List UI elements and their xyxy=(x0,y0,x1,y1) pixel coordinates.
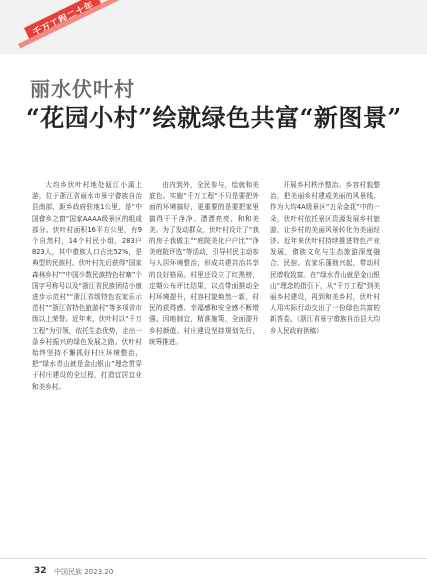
body-column-3 xyxy=(270,180,380,552)
body-column-1-text: 大均乡伏叶村地处瓯江小溪上游，位于浙江省丽水市景宁畲族自治县南部，距乡政府驻地1公里，是“中国畲乡之窗”国家AAAA级景区的组成部分。伏叶村面积16平方公里，有9个自然村，14个村民小组，283户823人，其中畲族人口占比52%，是典型的民族村。伏叶村先后获得“国家森林乡村”“中国少数民族特色村寨”个国字号称号以及“浙江省民族团结小康进步示范村”“浙江省级特色农家乐示范村”“浙江省特色旅游村”等多项省市级以上荣誉。近年来，伏叶村以“千万工程”为引领，依托生态优势，走出一条乡村振兴的绿色发展之路。伏叶村始终坚持不懈抓好村庄环境整治，把“绿水青山就是金山银山”理念贯穿于村庄建设的全过程，打造宜居宜业和美乡村。 xyxy=(32,181,142,391)
body-column-2-text: 由内到外，全民参与，绘就和美底色。实施“千万工程”不只是要把外面的环境搞好，更重要的是要把家里搞得干干净净、漂漂亮亮、和和美美。为了发动群众，伏叶村设计了“我的房子我做主”“庭院美化户户比”“净美庭院评选”等活动，引导村民主动参与人居环境整治，形成共建共治共享的良好格局。村里还设立了红黑榜，定期公布评比结果，以点带面推动全村环境提升，村容村貌焕然一新，村民的获得感、幸福感和安全感不断增强。因地制宜，精准施策，全面提升乡村颜值。村庄建设坚持规划先行，统筹推进。 xyxy=(149,181,259,346)
section-banner-label: 千万工程二十年 xyxy=(31,0,96,39)
body-column-2 xyxy=(149,180,259,552)
page-number: 32 xyxy=(34,566,47,576)
article-headline: 丽水伏叶村 xyxy=(30,77,135,101)
article-subhead: “花园小村”绘就绿色共富“新图景” xyxy=(26,103,402,132)
section-banner xyxy=(18,0,178,80)
body-column-1 xyxy=(32,180,142,552)
page-footer xyxy=(0,558,427,585)
publication-name: 中国民族 2023.20 xyxy=(54,568,114,576)
body-column-3-text: 开展乡村秩序整治、乡容村貌整治，把美丽乡村建成美丽的风景线。作为大均4A级景区“五朵金花”中的一朵，伏叶村依托景区资源发展乡村旅游，让乡村的美丽风景转化为美丽经济。近年来伏叶村持续推进特色产业发展，畲族文化与生态旅游深度融合，民宿、农家乐蓬勃兴起，带动村民增收致富。在“绿水青山就是金山银山”理念的指引下，从“千万工程”到美丽乡村建设，再到和美乡村，伏叶村人用实际行动交出了一份绿色共富的新答卷。（浙江省景宁畲族自治县大均乡人民政府供稿） xyxy=(270,181,380,335)
